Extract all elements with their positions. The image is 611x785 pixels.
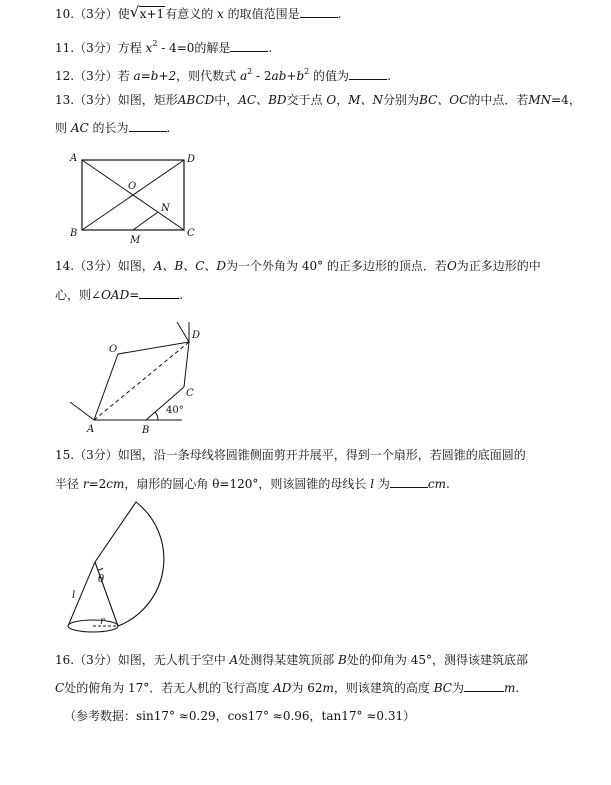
q15-end: .	[446, 477, 450, 491]
q13-text-b: 交于点	[286, 93, 327, 107]
q10-text-end: 的取值范围是	[223, 7, 300, 21]
q12-ab: ab	[271, 69, 287, 83]
label-n: N	[161, 203, 170, 214]
q12-plus: +	[286, 69, 297, 83]
answer-blank-15[interactable]	[390, 476, 428, 488]
q14-text-mid: 为一个外角为 40° 的正多边形的顶点．若	[226, 259, 447, 273]
q13-text-d: 分别为	[383, 93, 420, 107]
label-b: B	[70, 228, 78, 239]
answer-blank-14[interactable]	[139, 287, 179, 299]
q15-r: r	[82, 477, 89, 491]
question-14-line-1	[55, 258, 541, 274]
q14-o: O	[446, 259, 457, 273]
q11-end: .	[268, 41, 273, 55]
q10-prefix: 10.（3分）使	[55, 7, 130, 21]
q12-a: a	[239, 69, 248, 83]
q11-exponent: 2	[152, 39, 158, 48]
label-r: r	[100, 616, 105, 627]
answer-blank-12[interactable]	[349, 68, 387, 80]
label-a: A	[87, 424, 95, 435]
answer-blank-13[interactable]	[129, 120, 167, 132]
q13-segments: BC、OC	[419, 93, 469, 107]
q15-text-d: 为	[374, 477, 390, 491]
label-theta: θ	[98, 574, 105, 585]
q16-reference-text: （参考数据：sin17° ≈0.29，cos17° ≈0.96，tan17° ≈0.31）	[64, 709, 416, 723]
q13-end: .	[166, 121, 171, 135]
label-a: A	[70, 153, 78, 164]
answer-blank-11[interactable]	[230, 40, 268, 52]
question-12	[55, 64, 391, 84]
q11-prefix: 11.（3分）方程	[55, 41, 146, 55]
q15-text-1: 15.（3分）如图，沿一条母线将圆锥侧面剪开并展平，得到一个扇形，若圆锥的底面圆的	[55, 448, 526, 462]
q15-cm2: cm	[427, 477, 446, 491]
q12-minus: - 2	[252, 69, 272, 83]
side-dc	[184, 342, 189, 387]
q12-b: b	[296, 69, 305, 83]
q15-cm1: cm	[106, 477, 125, 491]
segment-mn	[133, 212, 158, 230]
polygon-figure	[62, 312, 202, 437]
q14-equals: =	[129, 288, 140, 302]
label-c: C	[186, 388, 194, 399]
q13-prefix: 13.（3分）如图，矩形	[55, 93, 178, 107]
q16-text-a: 处测得某建筑顶部	[238, 653, 339, 667]
sqrt-expression	[129, 3, 165, 22]
q14-text-post: 为正多边形的中	[456, 259, 541, 273]
q13-text-e: 的中点．若	[468, 93, 529, 107]
answer-blank-10[interactable]	[300, 6, 338, 18]
q16-bc: BC	[433, 681, 452, 695]
label-d: D	[192, 330, 201, 341]
q13-mn: MN	[528, 93, 552, 107]
q14-text-angle: 心，则∠	[55, 288, 102, 302]
q16-c: C	[55, 681, 65, 695]
q13-o: O	[326, 93, 337, 107]
label-m: M	[130, 235, 141, 245]
q16-b: B	[338, 653, 347, 667]
q12-exp2: 2	[304, 67, 310, 76]
q16-text-b: 处的仰角为 45°，测得该建筑底部	[346, 653, 528, 667]
q10-text: 有意义的	[165, 7, 218, 21]
question-16-reference-data	[64, 708, 415, 724]
q15-l: l	[370, 477, 375, 491]
question-16-line-2	[55, 680, 519, 696]
q16-m1: m	[322, 681, 334, 695]
cone-slant-right	[95, 562, 118, 626]
question-15-line-1	[55, 447, 526, 463]
label-b: B	[142, 425, 150, 436]
sector-arc	[95, 502, 164, 626]
q16-m2: m	[503, 681, 516, 695]
q16-prefix: 16.（3分）如图，无人机于空中	[55, 653, 230, 667]
label-c: C	[187, 228, 195, 239]
q13-text-a: 中，	[214, 93, 239, 107]
q12-text: ，则代数式	[176, 69, 240, 83]
q16-text-d: 为 62	[291, 681, 323, 695]
question-15-line-2	[55, 476, 450, 492]
q13-text-f: =4，	[551, 93, 581, 107]
answer-blank-16[interactable]	[464, 680, 504, 692]
label-d: D	[187, 154, 196, 165]
q16-text-c: 处的俯角为 17°．若无人机的飞行高度	[64, 681, 274, 695]
q13-points: M、N	[348, 93, 384, 107]
q16-ad: AD	[273, 681, 292, 695]
label-o: O	[109, 344, 118, 355]
q11-var: x	[145, 41, 153, 55]
q13-text-g: 则	[55, 121, 71, 135]
q13-rect: ABCD	[177, 93, 215, 107]
q16-text-e: ，则该建筑的高度	[333, 681, 434, 695]
q12-prefix: 12.（3分）若	[55, 69, 134, 83]
radicand: x+1	[139, 7, 165, 21]
q12-condition: a=b+2	[133, 69, 177, 83]
q15-text-a: 半径	[55, 477, 83, 491]
q13-diagonals: AC、BD	[238, 93, 287, 107]
label-o: O	[128, 181, 137, 192]
q14-oad: OAD	[101, 288, 130, 302]
label-40-degrees: 40°	[166, 405, 184, 416]
q13-text-h: 的长为	[88, 121, 129, 135]
q14-points: A、B、C、D	[153, 259, 227, 273]
q14-prefix: 14.（3分）如图，	[55, 259, 154, 273]
q16-end: .	[515, 681, 520, 695]
q13-text-c: ，	[336, 93, 349, 107]
q14-end: .	[179, 288, 184, 302]
label-l: l	[72, 590, 76, 601]
q13-ac: AC	[70, 121, 89, 135]
extension-line-a	[70, 402, 94, 420]
q10-end: .	[337, 7, 342, 21]
q12-exp1: 2	[247, 67, 253, 76]
theta-arc-icon	[98, 568, 103, 570]
q16-text-f: 为	[451, 681, 464, 695]
q11-text: - 4=0的解是	[157, 41, 231, 55]
angle-arc-icon	[155, 412, 158, 420]
question-11	[55, 36, 272, 56]
q16-a: A	[229, 653, 239, 667]
question-13-line-1	[55, 92, 581, 108]
question-14-line-2	[55, 287, 183, 303]
question-13-line-2	[55, 120, 170, 136]
q12-end: .	[387, 69, 391, 83]
q15-text-c: ，扇形的圆心角 θ=120°，则该圆锥的母线长	[124, 477, 371, 491]
q15-text-b: =2	[88, 477, 107, 491]
radical-sign-icon: √	[129, 3, 140, 21]
cone-sector-figure	[60, 500, 200, 645]
q10-var: x	[217, 7, 224, 21]
extension-line-d	[177, 322, 189, 342]
question-10	[55, 3, 342, 22]
q12-text-post: 的值为	[309, 69, 350, 83]
rectangle-figure	[62, 150, 212, 245]
question-16-line-1	[55, 652, 528, 668]
